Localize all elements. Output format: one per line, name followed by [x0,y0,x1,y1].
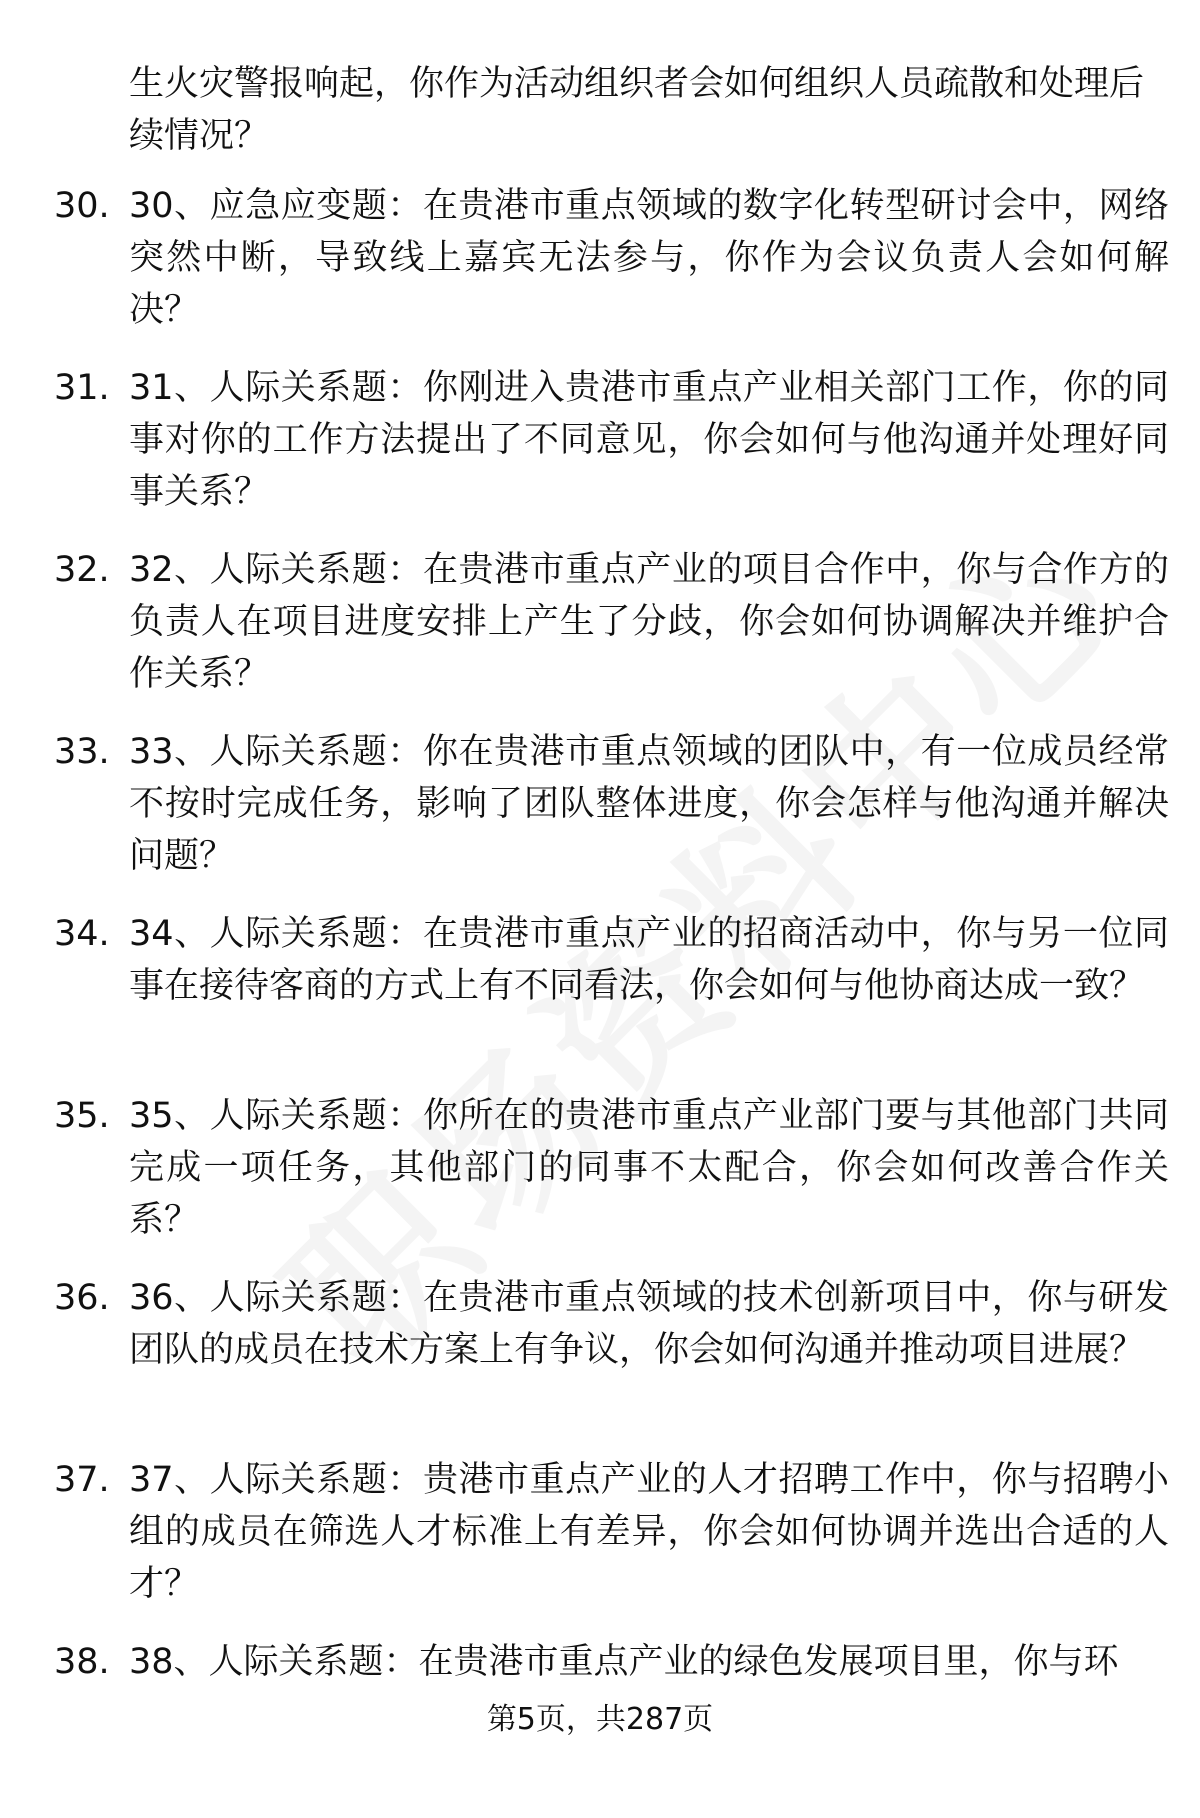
page-footer: 第5页，共287页 [486,1702,714,1737]
item-text: 37、人际关系题：贵港市重点产业的人才招聘工作中，你与招聘小组的成员在筛选人才标准上有差异，你会如何协调并选出合适的人才？ [129,1460,1169,1604]
continuation-text: 生火灾警报响起，你作为活动组织者会如何组织人员疏散和处理后续情况？ [129,64,1145,156]
item-number: 32. [54,550,110,590]
item-text: 32、人际关系题：在贵港市重点产业的项目合作中，你与合作方的负责人在项目进度安排上产生了分歧，你会如何协调解决并维护合作关系？ [129,550,1169,694]
item-text: 38、人际关系题：在贵港市重点产业的绿色发展项目里，你与环 [129,1642,1119,1682]
list-item [0,1090,1200,1272]
list-item [0,1272,1200,1454]
question-list [0,180,1200,1818]
item-number: 35. [54,1096,110,1136]
list-item [0,908,1200,1090]
item-text: 31、人际关系题：你刚进入贵港市重点产业相关部门工作，你的同事对你的工作方法提出了不同意见，你会如何与他沟通并处理好同事关系？ [129,368,1169,512]
item-text: 36、人际关系题：在贵港市重点领域的技术创新项目中，你与研发团队的成员在技术方案上有争议，你会如何沟通并推动项目进展？ [129,1278,1169,1370]
item-number: 31. [54,368,110,408]
item-number: 34. [54,914,110,954]
item-text: 33、人际关系题：你在贵港市重点领域的团队中，有一位成员经常不按时完成任务，影响了团队整体进度，你会怎样与他沟通并解决问题？ [129,732,1169,876]
list-item [0,362,1200,544]
item-text: 35、人际关系题：你所在的贵港市重点产业部门要与其他部门共同完成一项任务，其他部门的同事不太配合，你会如何改善合作关系？ [129,1096,1169,1240]
list-item [0,1454,1200,1636]
list-item [0,544,1200,726]
item-number: 38. [54,1642,110,1682]
item-number: 33. [54,732,110,772]
item-text: 34、人际关系题：在贵港市重点产业的招商活动中，你与另一位同事在接待客商的方式上有不同看法，你会如何与他协商达成一致？ [129,914,1169,1006]
list-item [0,180,1200,362]
item-number: 36. [54,1278,110,1318]
list-item [0,726,1200,908]
item-text: 30、应急应变题：在贵港市重点领域的数字化转型研讨会中，网络突然中断，导致线上嘉宾无法参与，你作为会议负责人会如何解决？ [129,186,1169,330]
item-number: 30. [54,186,110,226]
item-number: 37. [54,1460,110,1500]
